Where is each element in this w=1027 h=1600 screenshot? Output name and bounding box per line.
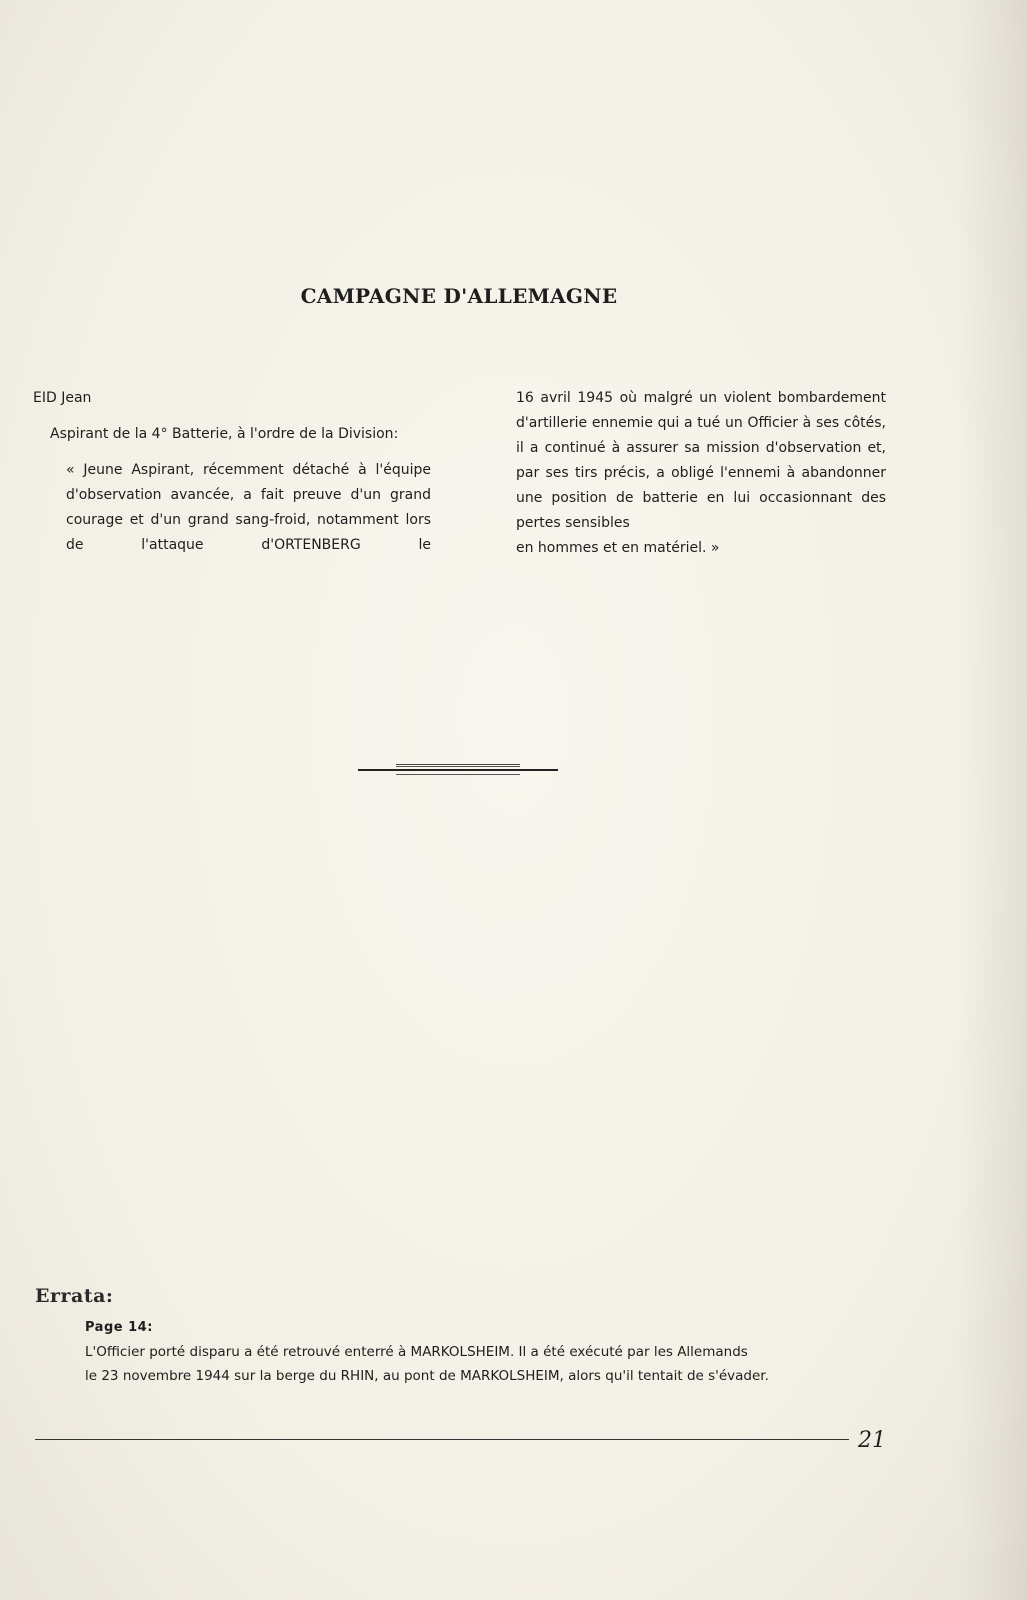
citation-text-part1: « Jeune Aspirant, récemment détaché à l'équipe d'observation avancée, a fait preuve d'un grand courage et d'un grand sang-froid, notamment lors de l'attaque d'ORTENBERG le (66, 462, 431, 553)
page-title: CAMPAGNE D'ALLEMAGNE (300, 284, 618, 308)
citation-rank: Aspirant de la 4° Batterie, à l'ordre de la Division: (50, 426, 399, 442)
citation-left-column (33, 386, 431, 558)
errata-heading: Errata: (35, 1285, 114, 1307)
citation-text-part2: 16 avril 1945 où malgré un violent bombardement d'artillerie ennemie qui a tué un Officier à ses côtés, il a continué à assurer sa mission d'observation et, par ses tirs précis, a obligé l'ennemi à abandonner une position de batterie en lui occasionnant des pertes sensibles (516, 390, 886, 531)
section-divider-ornament (358, 764, 560, 780)
citation-right-column (516, 386, 886, 561)
page-shadow (957, 0, 1027, 1600)
citation-name: EID Jean (33, 390, 92, 406)
errata-page-label: Page 14: (85, 1320, 153, 1335)
citation-text-end: en hommes et en matériel. » (516, 540, 720, 556)
errata-text (85, 1340, 885, 1388)
errata-line-2: le 23 novembre 1944 sur la berge du RHIN, au pont de MARKOLSHEIM, alors qu'il tentait de s'évader. (85, 1368, 769, 1384)
page-number: 21 (858, 1428, 886, 1453)
errata-line-1: L'Officier porté disparu a été retrouvé enterré à MARKOLSHEIM. Il a été exécuté par les Allemands (85, 1344, 748, 1360)
footer-rule (35, 1439, 849, 1440)
